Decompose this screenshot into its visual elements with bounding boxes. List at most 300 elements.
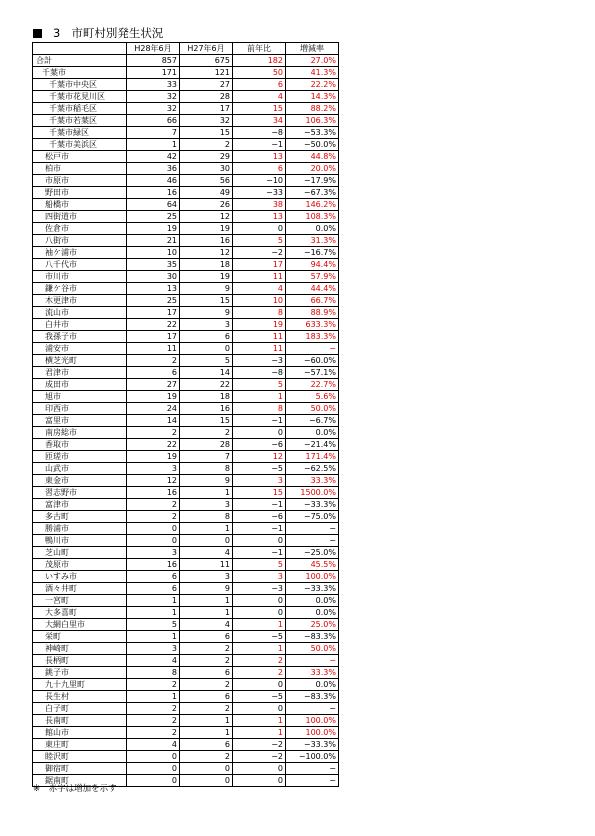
cell-h28: 10 <box>127 247 180 259</box>
cell-diff: −5 <box>233 691 286 703</box>
cell-h27: 16 <box>180 235 233 247</box>
cell-municipality: 銚子市 <box>33 667 127 679</box>
cell-h27: 9 <box>180 283 233 295</box>
cell-rate: 25.0% <box>286 619 339 631</box>
cell-h28: 46 <box>127 175 180 187</box>
cell-h28: 22 <box>127 439 180 451</box>
cell-h27: 12 <box>180 247 233 259</box>
cell-h28: 4 <box>127 739 180 751</box>
cell-h27: 16 <box>180 403 233 415</box>
cell-municipality: 東庄町 <box>33 739 127 751</box>
cell-h28: 13 <box>127 283 180 295</box>
cell-h27: 19 <box>180 271 233 283</box>
cell-diff: 1 <box>233 715 286 727</box>
cell-h28: 36 <box>127 163 180 175</box>
cell-h27: 2 <box>180 427 233 439</box>
cell-municipality: 白子町 <box>33 703 127 715</box>
table-row <box>33 355 339 367</box>
cell-rate: 146.2% <box>286 199 339 211</box>
cell-rate: −53.3% <box>286 127 339 139</box>
cell-h27: 5 <box>180 355 233 367</box>
cell-h28: 0 <box>127 751 180 763</box>
cell-diff: 0 <box>233 679 286 691</box>
table-row <box>33 691 339 703</box>
section-number: 3 <box>53 26 61 40</box>
cell-diff: −1 <box>233 547 286 559</box>
table-row <box>33 559 339 571</box>
table-row <box>33 175 339 187</box>
cell-rate: − <box>286 703 339 715</box>
cell-municipality: 千葉市美浜区 <box>33 139 127 151</box>
cell-h27: 4 <box>180 547 233 559</box>
cell-diff: 50 <box>233 67 286 79</box>
cell-h28: 33 <box>127 79 180 91</box>
cell-h27: 6 <box>180 331 233 343</box>
cell-diff: −1 <box>233 415 286 427</box>
cell-municipality: 一宮町 <box>33 595 127 607</box>
cell-h28: 3 <box>127 547 180 559</box>
cell-municipality: 習志野市 <box>33 487 127 499</box>
cell-h28: 0 <box>127 763 180 775</box>
cell-h28: 30 <box>127 271 180 283</box>
table-row <box>33 139 339 151</box>
cell-rate: 94.4% <box>286 259 339 271</box>
cell-diff: 0 <box>233 775 286 787</box>
table-row <box>33 643 339 655</box>
cell-h27: 3 <box>180 571 233 583</box>
table-row <box>33 631 339 643</box>
cell-h27: 9 <box>180 583 233 595</box>
cell-municipality: 四街道市 <box>33 211 127 223</box>
table-row <box>33 535 339 547</box>
table-row <box>33 115 339 127</box>
table-row <box>33 91 339 103</box>
cell-rate: 0.0% <box>286 223 339 235</box>
cell-municipality: 多古町 <box>33 511 127 523</box>
table-row <box>33 595 339 607</box>
cell-h27: 11 <box>180 559 233 571</box>
table-row <box>33 79 339 91</box>
table-row <box>33 439 339 451</box>
cell-municipality: 八千代市 <box>33 259 127 271</box>
cell-municipality: 成田市 <box>33 379 127 391</box>
cell-h28: 1 <box>127 691 180 703</box>
cell-h27: 1 <box>180 727 233 739</box>
cell-municipality: 八街市 <box>33 235 127 247</box>
cell-rate: 22.7% <box>286 379 339 391</box>
cell-rate: 0.0% <box>286 595 339 607</box>
cell-rate: −33.3% <box>286 499 339 511</box>
cell-municipality: 印西市 <box>33 403 127 415</box>
table-row <box>33 235 339 247</box>
cell-h27: 0 <box>180 775 233 787</box>
cell-h28: 25 <box>127 211 180 223</box>
cell-rate: 0.0% <box>286 427 339 439</box>
cell-municipality: 合計 <box>33 55 127 67</box>
cell-municipality: 千葉市 <box>33 67 127 79</box>
cell-h28: 64 <box>127 199 180 211</box>
cell-h28: 0 <box>127 775 180 787</box>
cell-diff: 1 <box>233 391 286 403</box>
cell-diff: 0 <box>233 763 286 775</box>
cell-rate: −33.3% <box>286 583 339 595</box>
cell-rate: 100.0% <box>286 571 339 583</box>
cell-municipality: 佐倉市 <box>33 223 127 235</box>
cell-municipality: 市川市 <box>33 271 127 283</box>
cell-h27: 32 <box>180 115 233 127</box>
cell-diff: 19 <box>233 319 286 331</box>
cell-h27: 0 <box>180 343 233 355</box>
cell-municipality: 横芝光町 <box>33 355 127 367</box>
cell-municipality: 松戸市 <box>33 151 127 163</box>
cell-h28: 27 <box>127 379 180 391</box>
cell-h27: 4 <box>180 619 233 631</box>
cell-rate: 44.8% <box>286 151 339 163</box>
cell-h27: 17 <box>180 103 233 115</box>
cell-rate: 27.0% <box>286 55 339 67</box>
cell-h28: 12 <box>127 475 180 487</box>
cell-h28: 1 <box>127 139 180 151</box>
table-row <box>33 619 339 631</box>
cell-h27: 56 <box>180 175 233 187</box>
cell-diff: 11 <box>233 271 286 283</box>
cell-h28: 32 <box>127 91 180 103</box>
square-bullet-icon <box>33 29 42 38</box>
cell-rate: 22.2% <box>286 79 339 91</box>
cell-rate: − <box>286 523 339 535</box>
table-row <box>33 715 339 727</box>
cell-municipality: 芝山町 <box>33 547 127 559</box>
table-row <box>33 523 339 535</box>
cell-municipality: 鎌ケ谷市 <box>33 283 127 295</box>
table-row <box>33 703 339 715</box>
cell-municipality: 大多喜町 <box>33 607 127 619</box>
cell-municipality: 御宿町 <box>33 763 127 775</box>
cell-h27: 2 <box>180 139 233 151</box>
cell-rate: 57.9% <box>286 271 339 283</box>
table-row <box>33 67 339 79</box>
header-h28: H28年6月 <box>127 43 180 55</box>
table-row <box>33 607 339 619</box>
table-row <box>33 487 339 499</box>
cell-h28: 5 <box>127 619 180 631</box>
table-row <box>33 271 339 283</box>
cell-rate: 183.3% <box>286 331 339 343</box>
cell-h28: 66 <box>127 115 180 127</box>
cell-diff: 0 <box>233 607 286 619</box>
table-row <box>33 379 339 391</box>
cell-h27: 15 <box>180 127 233 139</box>
header-diff: 前年比 <box>233 43 286 55</box>
cell-rate: 33.3% <box>286 475 339 487</box>
cell-h27: 121 <box>180 67 233 79</box>
cell-h28: 19 <box>127 391 180 403</box>
table-row <box>33 103 339 115</box>
table-row <box>33 211 339 223</box>
table-row <box>33 763 339 775</box>
cell-rate: − <box>286 343 339 355</box>
cell-h27: 6 <box>180 667 233 679</box>
cell-h27: 3 <box>180 319 233 331</box>
cell-h27: 2 <box>180 643 233 655</box>
cell-municipality: 鴨川市 <box>33 535 127 547</box>
cell-h27: 6 <box>180 691 233 703</box>
cell-rate: 1500.0% <box>286 487 339 499</box>
cell-diff: −1 <box>233 139 286 151</box>
table-row <box>33 547 339 559</box>
table-row <box>33 463 339 475</box>
cell-municipality: 旭市 <box>33 391 127 403</box>
cell-diff: 0 <box>233 535 286 547</box>
occurrence-table <box>32 42 339 787</box>
cell-diff: −8 <box>233 127 286 139</box>
cell-h27: 1 <box>180 607 233 619</box>
cell-rate: −6.7% <box>286 415 339 427</box>
cell-municipality: 船橋市 <box>33 199 127 211</box>
cell-rate: 106.3% <box>286 115 339 127</box>
cell-h28: 0 <box>127 523 180 535</box>
cell-h27: 26 <box>180 199 233 211</box>
cell-diff: −2 <box>233 739 286 751</box>
cell-rate: −21.4% <box>286 439 339 451</box>
table-row <box>33 739 339 751</box>
table-row <box>33 583 339 595</box>
cell-municipality: 君津市 <box>33 367 127 379</box>
cell-rate: 88.9% <box>286 307 339 319</box>
cell-diff: −2 <box>233 247 286 259</box>
cell-diff: 34 <box>233 115 286 127</box>
cell-rate: −50.0% <box>286 139 339 151</box>
cell-h28: 19 <box>127 223 180 235</box>
table-row <box>33 667 339 679</box>
cell-municipality: 千葉市若葉区 <box>33 115 127 127</box>
cell-diff: 6 <box>233 79 286 91</box>
table-row <box>33 751 339 763</box>
cell-h27: 6 <box>180 631 233 643</box>
cell-h27: 7 <box>180 451 233 463</box>
page-title <box>33 24 163 42</box>
cell-municipality: 千葉市中央区 <box>33 79 127 91</box>
cell-h28: 8 <box>127 667 180 679</box>
cell-municipality: 白井市 <box>33 319 127 331</box>
cell-municipality: 我孫子市 <box>33 331 127 343</box>
table-row <box>33 307 339 319</box>
cell-diff: −10 <box>233 175 286 187</box>
cell-diff: 5 <box>233 559 286 571</box>
cell-rate: − <box>286 535 339 547</box>
cell-rate: 0.0% <box>286 679 339 691</box>
cell-h27: 8 <box>180 463 233 475</box>
cell-rate: 0.0% <box>286 607 339 619</box>
cell-h27: 28 <box>180 91 233 103</box>
cell-diff: 6 <box>233 163 286 175</box>
cell-rate: −83.3% <box>286 691 339 703</box>
cell-diff: −3 <box>233 583 286 595</box>
cell-h27: 49 <box>180 187 233 199</box>
table-row <box>33 343 339 355</box>
section-title: 市町村別発生状況 <box>71 26 164 40</box>
cell-h28: 14 <box>127 415 180 427</box>
cell-municipality: 木更津市 <box>33 295 127 307</box>
cell-rate: 44.4% <box>286 283 339 295</box>
cell-rate: − <box>286 775 339 787</box>
table-row <box>33 427 339 439</box>
cell-h28: 32 <box>127 103 180 115</box>
cell-diff: −3 <box>233 355 286 367</box>
cell-rate: 31.3% <box>286 235 339 247</box>
table-row <box>33 367 339 379</box>
cell-rate: 14.3% <box>286 91 339 103</box>
cell-diff: 8 <box>233 403 286 415</box>
cell-h28: 22 <box>127 319 180 331</box>
cell-h28: 2 <box>127 715 180 727</box>
cell-municipality: 袖ケ浦市 <box>33 247 127 259</box>
cell-h27: 22 <box>180 379 233 391</box>
cell-h28: 171 <box>127 67 180 79</box>
cell-diff: 10 <box>233 295 286 307</box>
cell-h28: 21 <box>127 235 180 247</box>
cell-h27: 15 <box>180 415 233 427</box>
cell-h28: 42 <box>127 151 180 163</box>
cell-rate: 108.3% <box>286 211 339 223</box>
cell-h28: 2 <box>127 355 180 367</box>
cell-municipality: 山武市 <box>33 463 127 475</box>
cell-diff: 13 <box>233 151 286 163</box>
cell-h27: 2 <box>180 655 233 667</box>
table-row <box>33 571 339 583</box>
cell-h27: 6 <box>180 739 233 751</box>
cell-rate: −16.7% <box>286 247 339 259</box>
cell-municipality: 南房総市 <box>33 427 127 439</box>
cell-diff: 2 <box>233 655 286 667</box>
cell-diff: −1 <box>233 499 286 511</box>
cell-rate: 33.3% <box>286 667 339 679</box>
cell-diff: −2 <box>233 751 286 763</box>
cell-municipality: 酒々井町 <box>33 583 127 595</box>
cell-diff: 182 <box>233 55 286 67</box>
cell-h27: 0 <box>180 763 233 775</box>
cell-h28: 2 <box>127 427 180 439</box>
cell-rate: 41.3% <box>286 67 339 79</box>
cell-h28: 6 <box>127 367 180 379</box>
header-rate: 増減率 <box>286 43 339 55</box>
cell-municipality: 睦沢町 <box>33 751 127 763</box>
cell-municipality: 鋸南町 <box>33 775 127 787</box>
cell-diff: 0 <box>233 223 286 235</box>
table-row <box>33 451 339 463</box>
cell-h28: 17 <box>127 307 180 319</box>
cell-municipality: 長柄町 <box>33 655 127 667</box>
table-row <box>33 127 339 139</box>
cell-h27: 30 <box>180 163 233 175</box>
cell-diff: −5 <box>233 463 286 475</box>
cell-rate: − <box>286 655 339 667</box>
cell-h28: 2 <box>127 511 180 523</box>
cell-municipality: 市原市 <box>33 175 127 187</box>
cell-h28: 35 <box>127 259 180 271</box>
table-row <box>33 151 339 163</box>
footnote: ※ 赤字は増加を示す <box>33 784 117 794</box>
cell-h28: 19 <box>127 451 180 463</box>
cell-h28: 17 <box>127 331 180 343</box>
cell-diff: 3 <box>233 475 286 487</box>
cell-diff: 17 <box>233 259 286 271</box>
cell-h28: 3 <box>127 463 180 475</box>
cell-h27: 12 <box>180 211 233 223</box>
table-row <box>33 259 339 271</box>
table-row <box>33 55 339 67</box>
cell-diff: −5 <box>233 631 286 643</box>
cell-municipality: 九十九里町 <box>33 679 127 691</box>
cell-h28: 3 <box>127 643 180 655</box>
cell-rate: 66.7% <box>286 295 339 307</box>
cell-diff: 8 <box>233 307 286 319</box>
cell-h27: 2 <box>180 703 233 715</box>
cell-rate: 171.4% <box>286 451 339 463</box>
cell-h27: 14 <box>180 367 233 379</box>
cell-h27: 8 <box>180 511 233 523</box>
table-row <box>33 247 339 259</box>
cell-h28: 2 <box>127 727 180 739</box>
table-row <box>33 187 339 199</box>
cell-municipality: 浦安市 <box>33 343 127 355</box>
cell-diff: 5 <box>233 235 286 247</box>
cell-h28: 2 <box>127 499 180 511</box>
cell-h28: 11 <box>127 343 180 355</box>
cell-h27: 2 <box>180 679 233 691</box>
cell-diff: −1 <box>233 523 286 535</box>
table-row <box>33 499 339 511</box>
cell-h28: 6 <box>127 571 180 583</box>
cell-municipality: 流山市 <box>33 307 127 319</box>
table-header-row <box>33 43 339 55</box>
cell-h28: 16 <box>127 559 180 571</box>
cell-h28: 0 <box>127 535 180 547</box>
cell-municipality: 長生村 <box>33 691 127 703</box>
cell-h28: 16 <box>127 187 180 199</box>
cell-h27: 2 <box>180 751 233 763</box>
cell-rate: 88.2% <box>286 103 339 115</box>
cell-rate: 5.6% <box>286 391 339 403</box>
table-row <box>33 475 339 487</box>
cell-municipality: 匝瑳市 <box>33 451 127 463</box>
cell-diff: 4 <box>233 283 286 295</box>
cell-diff: 5 <box>233 379 286 391</box>
cell-h27: 1 <box>180 595 233 607</box>
cell-municipality: 千葉市稲毛区 <box>33 103 127 115</box>
cell-h27: 29 <box>180 151 233 163</box>
cell-municipality: 勝浦市 <box>33 523 127 535</box>
cell-municipality: 茂原市 <box>33 559 127 571</box>
cell-diff: 15 <box>233 103 286 115</box>
cell-rate: − <box>286 763 339 775</box>
cell-diff: −8 <box>233 367 286 379</box>
cell-diff: 15 <box>233 487 286 499</box>
cell-municipality: 柏市 <box>33 163 127 175</box>
cell-rate: −25.0% <box>286 547 339 559</box>
table-row <box>33 199 339 211</box>
cell-diff: 38 <box>233 199 286 211</box>
cell-rate: −17.9% <box>286 175 339 187</box>
table-row <box>33 283 339 295</box>
cell-h28: 2 <box>127 679 180 691</box>
cell-municipality: 神崎町 <box>33 643 127 655</box>
cell-h28: 857 <box>127 55 180 67</box>
cell-diff: 0 <box>233 427 286 439</box>
table-row <box>33 655 339 667</box>
cell-h27: 9 <box>180 307 233 319</box>
cell-municipality: 長南町 <box>33 715 127 727</box>
